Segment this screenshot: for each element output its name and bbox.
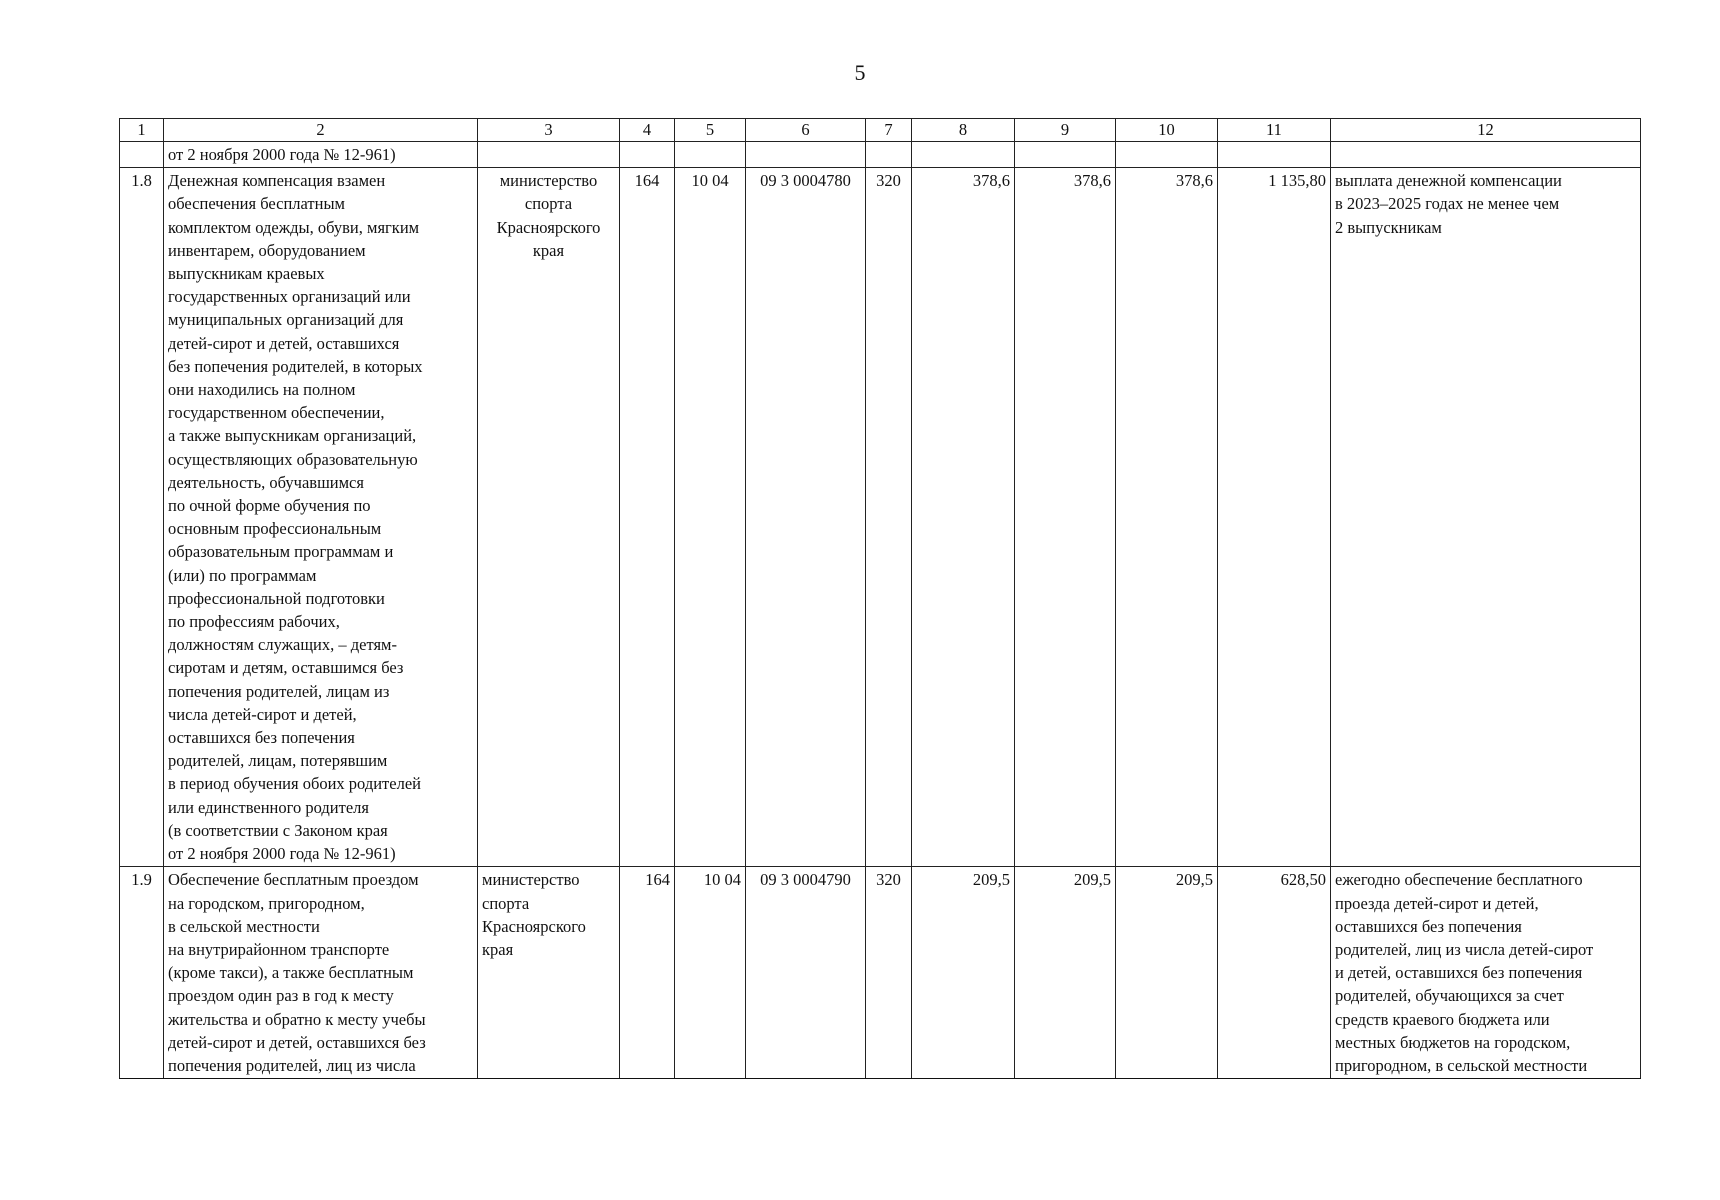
header-cell: 2 <box>164 119 478 142</box>
cell-empty <box>120 142 164 168</box>
header-cell: 6 <box>746 119 866 142</box>
cell-empty <box>1015 142 1116 168</box>
header-cell: 11 <box>1218 119 1331 142</box>
cell-empty <box>866 142 912 168</box>
header-cell: 10 <box>1116 119 1218 142</box>
amount-total: 1 135,80 <box>1218 168 1331 867</box>
row-number: 1.8 <box>120 168 164 867</box>
amount-col9: 378,6 <box>1015 168 1116 867</box>
amount-col9: 209,5 <box>1015 867 1116 1079</box>
section-code: 10 04 <box>675 168 746 867</box>
header-cell: 4 <box>620 119 675 142</box>
table-row <box>120 867 1641 1079</box>
amount-col8: 209,5 <box>912 867 1015 1079</box>
continuation-row <box>120 142 1641 168</box>
responsible-agency: министерство спорта Красноярского края <box>478 867 620 1079</box>
page-number: 5 <box>854 60 866 85</box>
cell-empty <box>1116 142 1218 168</box>
measure-name: Денежная компенсация взамен обеспечения бесплатным комплектом одежды, обуви, мягким инвентарем, оборудованием выпускникам краевых государственных организаций или муниципальных организаций для детей-сирот и детей, оставшихся без попечения родителей, в которых они находились на полном государственном обеспечении, а также выпускникам организаций, осуществляющих образовательную деятельность, обучавшимся по очной форме обучения по основным профессиональным образовательным программам и (или) по программам профессиональной подготовки по профессиям рабочих, должностям служащих, – детям- сиротам и детям, оставшимся без попечения родителей, лицам из числа детей-сирот и детей, оставшихся без попечения родителей, лицам, потерявшим в период обучения обоих родителей или единственного родителя (в соответствии с Законом края от 2 ноября 2000 года № 12-961) <box>164 168 478 867</box>
grbs-code: 164 <box>620 867 675 1079</box>
cell-empty <box>912 142 1015 168</box>
amount-col10: 378,6 <box>1116 168 1218 867</box>
header-cell: 1 <box>120 119 164 142</box>
measure-name: Обеспечение бесплатным проездом на городском, пригородном, в сельской местности на внутрирайонном транспорте (кроме такси), а также бесплатным проездом один раз в год к месту жительства и обратно к месту учебы детей-сирот и детей, оставшихся без попечения родителей, лиц из числа <box>164 867 478 1079</box>
section-code: 10 04 <box>675 867 746 1079</box>
header-row <box>120 119 1641 142</box>
header-cell: 8 <box>912 119 1015 142</box>
cell-empty <box>746 142 866 168</box>
responsible-agency: министерство спорта Красноярского края <box>478 168 620 867</box>
target-article-code: 09 3 0004790 <box>746 867 866 1079</box>
header-cell: 7 <box>866 119 912 142</box>
expense-type-code: 320 <box>866 867 912 1079</box>
row-number: 1.9 <box>120 867 164 1079</box>
cell-empty <box>1331 142 1641 168</box>
amount-col8: 378,6 <box>912 168 1015 867</box>
header-cell: 3 <box>478 119 620 142</box>
grbs-code: 164 <box>620 168 675 867</box>
cell-empty <box>675 142 746 168</box>
header-cell: 12 <box>1331 119 1641 142</box>
expected-result: ежегодно обеспечение бесплатного проезда детей-сирот и детей, оставшихся без попечения родителей, лиц из числа детей-сирот и детей, оставшихся без попечения родителей, обучающихся за счет средств краевого бюджета или местных бюджетов на городском, пригородном, в сельской местности <box>1331 867 1641 1079</box>
program-table <box>119 118 1641 1079</box>
amount-total: 628,50 <box>1218 867 1331 1079</box>
amount-col10: 209,5 <box>1116 867 1218 1079</box>
header-cell: 5 <box>675 119 746 142</box>
continuation-text: от 2 ноября 2000 года № 12-961) <box>164 142 478 168</box>
cell-empty <box>620 142 675 168</box>
cell-empty <box>478 142 620 168</box>
target-article-code: 09 3 0004780 <box>746 168 866 867</box>
cell-empty <box>1218 142 1331 168</box>
table-row <box>120 168 1641 867</box>
expense-type-code: 320 <box>866 168 912 867</box>
expected-result: выплата денежной компенсации в 2023–2025 годах не менее чем 2 выпускникам <box>1331 168 1641 867</box>
header-cell: 9 <box>1015 119 1116 142</box>
